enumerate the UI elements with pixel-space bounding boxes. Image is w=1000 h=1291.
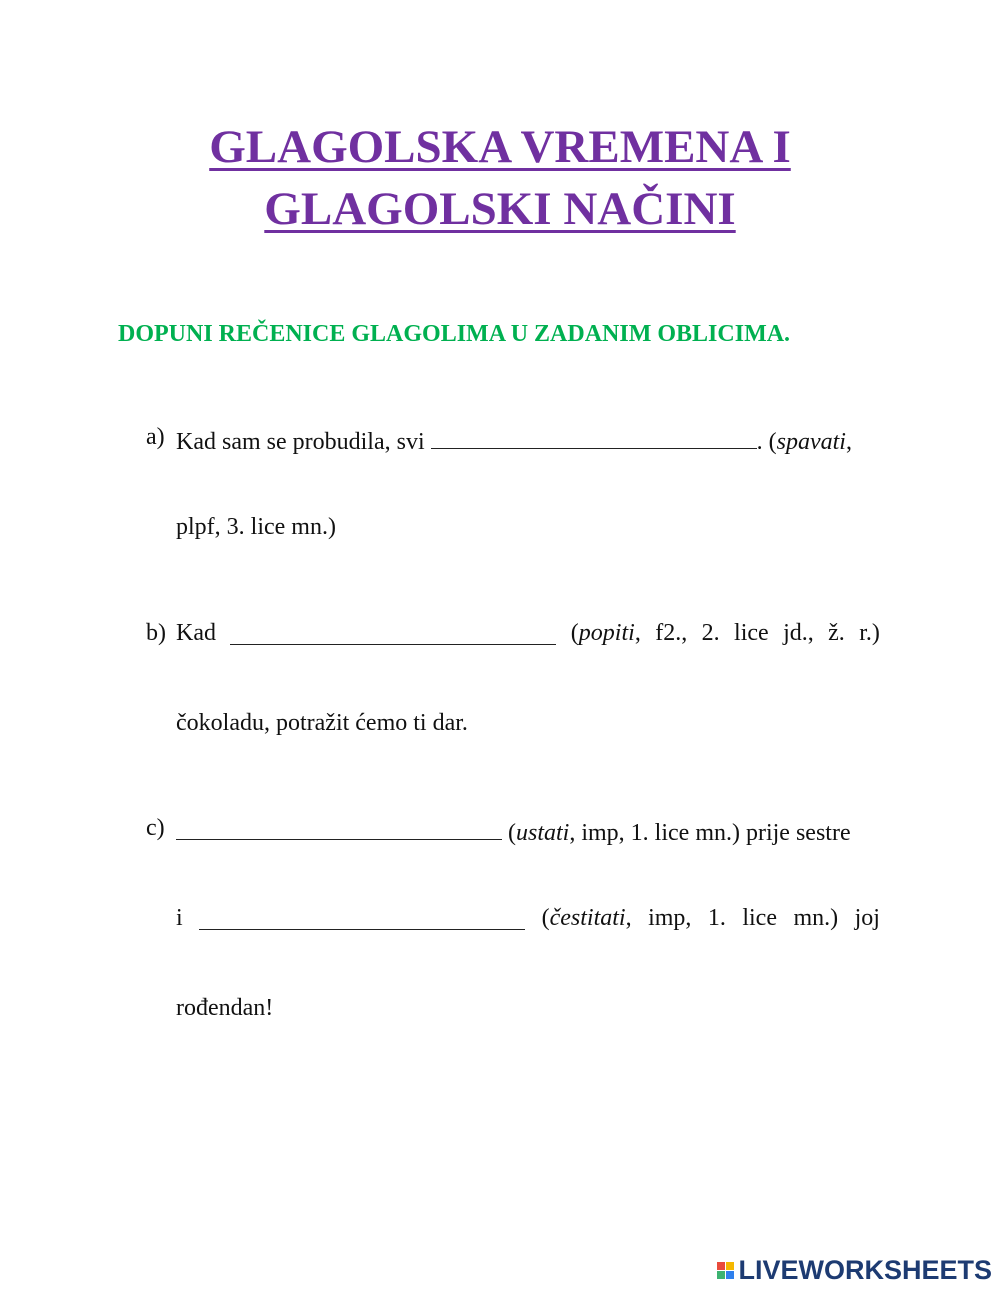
logo-block-2 (726, 1262, 734, 1270)
instruction-heading: DOPUNI REČENICE GLAGOLIMA U ZADANIM OBLICIMA. (118, 321, 791, 347)
exercise-c-w1: imp, (648, 905, 692, 931)
exercise-a-comma: , (845, 429, 852, 455)
logo-blocks-icon (717, 1262, 734, 1279)
exercise-b-verb-group (571, 618, 641, 648)
exercise-c-open-paren-2: ( (541, 905, 550, 931)
exercise-c-verb2-group (542, 903, 632, 933)
exercise-c-verb-2: čestitati (549, 905, 626, 931)
exercise-a-verb: spavati (776, 429, 846, 455)
exercise-c-line2-word: i (176, 905, 183, 931)
liveworksheets-logo (717, 1255, 992, 1285)
exercise-c-line-3: rođendan! (176, 995, 274, 1021)
exercise-b-marker: b) (146, 620, 166, 646)
exercise-a-line-2: plpf, 3. lice mn.) (176, 514, 336, 540)
title-line-2: GLAGOLSKI NAČINI (264, 183, 736, 235)
exercise-b-w2: 2. (701, 620, 720, 646)
exercise-c-marker: c) (146, 815, 165, 841)
exercise-a-answer-blank[interactable] (431, 422, 757, 449)
logo-text: LIVEWORKSHEETS (738, 1254, 992, 1285)
exercise-b-w4: jd., (783, 620, 814, 646)
exercise-b-w6: r.) (859, 620, 880, 646)
exercise-c-w2: 1. (707, 905, 726, 931)
exercise-b-word: Kad (176, 620, 216, 646)
exercise-b-answer-blank[interactable] (230, 618, 556, 645)
exercise-b-w3: lice (734, 620, 769, 646)
exercise-c-w3: lice (742, 905, 777, 931)
exercise-c-verb: ustati (516, 820, 570, 846)
exercise-b-w5: ž. (828, 620, 845, 646)
worksheet-title (0, 116, 1000, 240)
exercise-b-comma: , (634, 620, 641, 646)
exercise-a-marker: a) (146, 424, 165, 450)
exercise-b-line-2: čokoladu, potražit ćemo ti dar. (176, 710, 468, 736)
exercise-c-w5: joj (854, 905, 880, 931)
logo-block-3 (717, 1271, 725, 1279)
exercise-b-verb: popiti (578, 620, 635, 646)
exercise-c-answer-blank-2[interactable] (199, 903, 525, 930)
exercise-c-line-2 (176, 903, 880, 933)
exercise-c-comma-2: , (625, 905, 632, 931)
exercise-c-w4: mn.) (793, 905, 839, 931)
title-line-1: GLAGOLSKA VREMENA I (209, 121, 791, 173)
exercise-a-after-blank: . ( (756, 429, 777, 455)
exercise-b-line-1 (176, 618, 880, 648)
exercise-b-w1: f2., (655, 620, 688, 646)
exercise-c-rest: , imp, 1. lice mn.) prije sestre (569, 820, 851, 846)
exercise-a-prefix: Kad sam se probudila, svi (176, 429, 425, 455)
exercise-b-open-paren: ( (570, 620, 579, 646)
exercise-c-line-1 (176, 813, 851, 848)
exercise-a-line-1 (176, 422, 852, 457)
logo-block-4 (726, 1271, 734, 1279)
logo-block-1 (717, 1262, 725, 1270)
exercise-c-answer-blank-1[interactable] (176, 813, 502, 840)
exercise-c-open-paren: ( (508, 820, 516, 846)
